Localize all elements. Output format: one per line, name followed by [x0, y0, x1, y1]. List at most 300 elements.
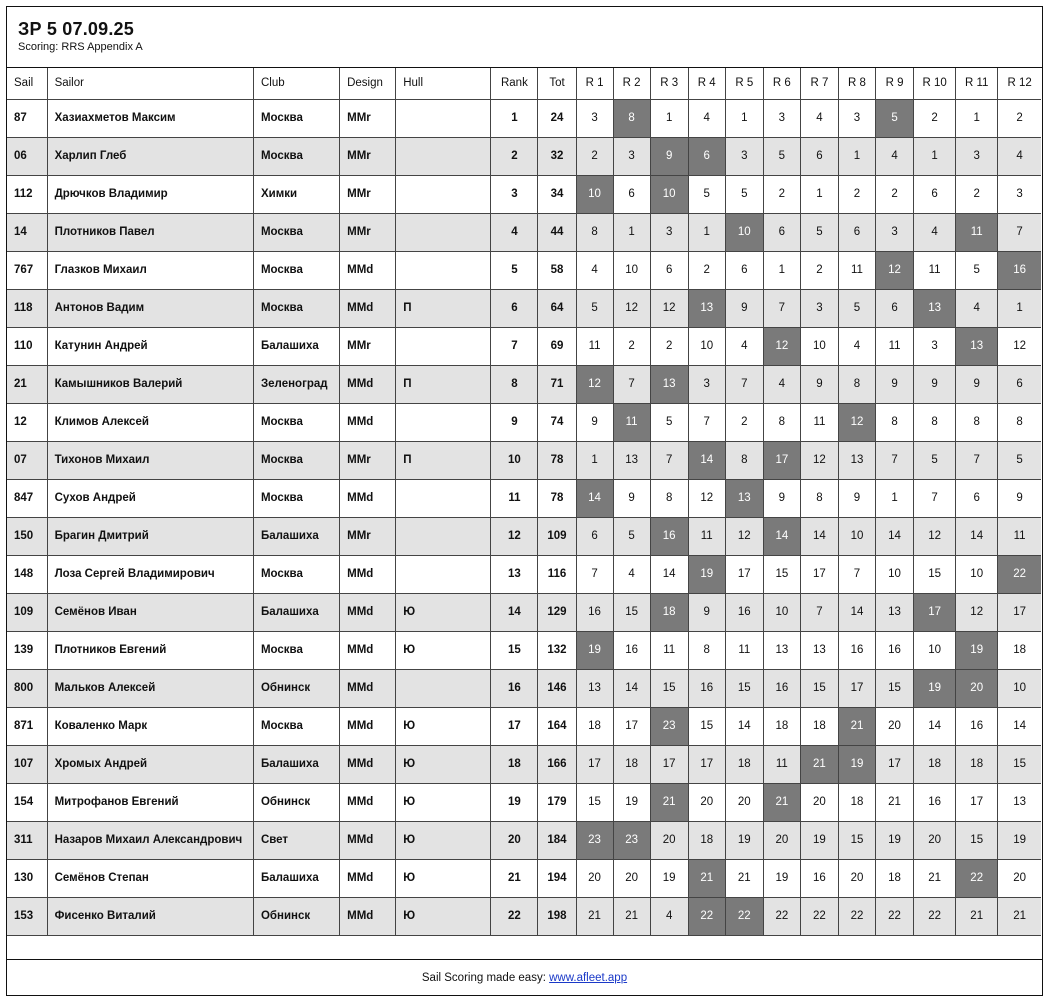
rank-cell: 8 — [491, 365, 538, 403]
race-score: 2 — [876, 175, 914, 213]
hull-cell — [396, 251, 491, 289]
race-score: 13 — [998, 783, 1041, 821]
race-score: 22 — [763, 897, 800, 935]
race-score: 6 — [763, 213, 800, 251]
rank-cell: 4 — [491, 213, 538, 251]
sail-cell: 87 — [7, 99, 47, 137]
race-score: 15 — [956, 821, 998, 859]
total-cell: 71 — [538, 365, 576, 403]
race-score: 11 — [650, 631, 688, 669]
sailor-cell: Семёнов Иван — [47, 593, 253, 631]
rank-cell: 20 — [491, 821, 538, 859]
rank-cell: 10 — [491, 441, 538, 479]
race-score: 9 — [688, 593, 725, 631]
results-table — [7, 68, 1041, 936]
sail-cell: 767 — [7, 251, 47, 289]
race-score: 16 — [613, 631, 650, 669]
race-score-discarded: 23 — [576, 821, 613, 859]
race-score: 22 — [838, 897, 875, 935]
total-cell: 32 — [538, 137, 576, 175]
results-sheet — [6, 6, 1043, 996]
race-score-discarded: 13 — [650, 365, 688, 403]
total-cell: 24 — [538, 99, 576, 137]
sail-cell: 847 — [7, 479, 47, 517]
results-body — [7, 99, 1041, 935]
design-cell: MMd — [340, 783, 396, 821]
race-score: 17 — [998, 593, 1041, 631]
sail-cell: 153 — [7, 897, 47, 935]
race-score: 2 — [613, 327, 650, 365]
race-score: 2 — [763, 175, 800, 213]
race-score: 19 — [876, 821, 914, 859]
race-score: 2 — [800, 251, 838, 289]
race-score: 6 — [876, 289, 914, 327]
race-score-discarded: 22 — [998, 555, 1041, 593]
table-row — [7, 327, 1041, 365]
sail-cell: 21 — [7, 365, 47, 403]
race-score: 15 — [725, 669, 763, 707]
club-cell: Балашиха — [253, 859, 339, 897]
race-score: 4 — [914, 213, 956, 251]
race-score-discarded: 21 — [688, 859, 725, 897]
sailor-cell: Брагин Дмитрий — [47, 517, 253, 555]
race-score: 1 — [763, 251, 800, 289]
race-score: 5 — [763, 137, 800, 175]
table-row — [7, 821, 1041, 859]
race-score: 5 — [998, 441, 1041, 479]
race-score-discarded: 19 — [838, 745, 875, 783]
design-cell: MMd — [340, 821, 396, 859]
column-header[interactable]: R 5 — [725, 68, 763, 99]
total-cell: 44 — [538, 213, 576, 251]
total-cell: 78 — [538, 479, 576, 517]
race-score: 16 — [800, 859, 838, 897]
column-header[interactable]: Hull — [396, 68, 491, 99]
race-score: 12 — [650, 289, 688, 327]
race-score: 11 — [763, 745, 800, 783]
race-score: 6 — [914, 175, 956, 213]
race-score: 20 — [800, 783, 838, 821]
race-score: 1 — [650, 99, 688, 137]
race-score: 21 — [956, 897, 998, 935]
race-score: 12 — [956, 593, 998, 631]
column-header[interactable]: R 2 — [613, 68, 650, 99]
race-score: 6 — [800, 137, 838, 175]
race-score: 5 — [650, 403, 688, 441]
design-cell: MMd — [340, 479, 396, 517]
race-score: 14 — [914, 707, 956, 745]
column-header[interactable]: R 12 — [998, 68, 1041, 99]
column-header[interactable]: R 8 — [838, 68, 875, 99]
race-score: 9 — [800, 365, 838, 403]
sail-cell: 871 — [7, 707, 47, 745]
race-score: 11 — [800, 403, 838, 441]
total-cell: 64 — [538, 289, 576, 327]
race-score-discarded: 23 — [650, 707, 688, 745]
race-score-discarded: 23 — [613, 821, 650, 859]
table-row — [7, 213, 1041, 251]
race-score: 4 — [688, 99, 725, 137]
sailor-cell: Мальков Алексей — [47, 669, 253, 707]
sail-cell: 107 — [7, 745, 47, 783]
design-cell: MMr — [340, 441, 396, 479]
race-score: 6 — [613, 175, 650, 213]
race-score: 2 — [998, 99, 1041, 137]
race-score-discarded: 14 — [763, 517, 800, 555]
rank-cell: 15 — [491, 631, 538, 669]
race-score: 14 — [800, 517, 838, 555]
sail-cell: 12 — [7, 403, 47, 441]
race-score: 20 — [763, 821, 800, 859]
race-score: 3 — [998, 175, 1041, 213]
club-cell: Москва — [253, 99, 339, 137]
hull-cell: Ю — [396, 593, 491, 631]
race-score-discarded: 17 — [763, 441, 800, 479]
column-header[interactable]: R 9 — [876, 68, 914, 99]
race-score: 17 — [956, 783, 998, 821]
race-score: 16 — [763, 669, 800, 707]
club-cell: Москва — [253, 555, 339, 593]
race-score-discarded: 10 — [725, 213, 763, 251]
race-score: 5 — [688, 175, 725, 213]
column-header[interactable]: Club — [253, 68, 339, 99]
total-cell: 184 — [538, 821, 576, 859]
race-score: 10 — [914, 631, 956, 669]
race-score: 17 — [688, 745, 725, 783]
sailor-cell: Лоза Сергей Владимирович — [47, 555, 253, 593]
race-score: 19 — [725, 821, 763, 859]
column-header[interactable]: Design — [340, 68, 396, 99]
sail-cell: 311 — [7, 821, 47, 859]
race-score: 21 — [576, 897, 613, 935]
race-score-discarded: 22 — [956, 859, 998, 897]
event-title: ЗР 5 07.09.25 — [18, 19, 134, 39]
design-cell: MMd — [340, 593, 396, 631]
race-score: 8 — [876, 403, 914, 441]
race-score: 9 — [763, 479, 800, 517]
rank-cell: 19 — [491, 783, 538, 821]
total-cell: 34 — [538, 175, 576, 213]
race-score: 15 — [613, 593, 650, 631]
race-score: 20 — [876, 707, 914, 745]
column-header[interactable]: R 6 — [763, 68, 800, 99]
race-score: 15 — [800, 669, 838, 707]
race-score: 5 — [956, 251, 998, 289]
race-score: 16 — [956, 707, 998, 745]
race-score-discarded: 19 — [576, 631, 613, 669]
race-score: 18 — [763, 707, 800, 745]
race-score: 7 — [725, 365, 763, 403]
sailor-cell: Семёнов Степан — [47, 859, 253, 897]
race-score: 21 — [613, 897, 650, 935]
race-score-discarded: 9 — [650, 137, 688, 175]
race-score: 13 — [576, 669, 613, 707]
sailor-cell: Катунин Андрей — [47, 327, 253, 365]
race-score: 9 — [998, 479, 1041, 517]
race-score: 4 — [576, 251, 613, 289]
race-score: 3 — [838, 99, 875, 137]
sailor-cell: Сухов Андрей — [47, 479, 253, 517]
table-row — [7, 783, 1041, 821]
race-score: 14 — [725, 707, 763, 745]
race-score: 3 — [576, 99, 613, 137]
table-row — [7, 897, 1041, 935]
table-row — [7, 593, 1041, 631]
club-cell: Балашиха — [253, 327, 339, 365]
race-score: 20 — [914, 821, 956, 859]
race-score-discarded: 20 — [956, 669, 998, 707]
table-row — [7, 137, 1041, 175]
club-cell: Обнинск — [253, 783, 339, 821]
race-score-discarded: 16 — [998, 251, 1041, 289]
race-score: 3 — [876, 213, 914, 251]
race-score-discarded: 22 — [688, 897, 725, 935]
rank-cell: 22 — [491, 897, 538, 935]
race-score: 17 — [838, 669, 875, 707]
race-score: 14 — [838, 593, 875, 631]
race-score: 6 — [650, 251, 688, 289]
race-score: 9 — [576, 403, 613, 441]
table-row — [7, 707, 1041, 745]
scoring-subtitle: Scoring: RRS Appendix A — [18, 41, 143, 53]
hull-cell: Ю — [396, 821, 491, 859]
race-score: 10 — [876, 555, 914, 593]
race-score: 8 — [998, 403, 1041, 441]
total-cell: 69 — [538, 327, 576, 365]
race-score: 13 — [763, 631, 800, 669]
race-score: 15 — [688, 707, 725, 745]
sail-cell: 109 — [7, 593, 47, 631]
sail-cell: 154 — [7, 783, 47, 821]
club-cell: Москва — [253, 403, 339, 441]
total-cell: 109 — [538, 517, 576, 555]
rank-cell: 13 — [491, 555, 538, 593]
race-score: 3 — [725, 137, 763, 175]
design-cell: MMd — [340, 555, 396, 593]
race-score: 10 — [763, 593, 800, 631]
hull-cell: Ю — [396, 631, 491, 669]
race-score-discarded: 21 — [650, 783, 688, 821]
race-score: 10 — [800, 327, 838, 365]
race-score: 4 — [998, 137, 1041, 175]
race-score: 4 — [838, 327, 875, 365]
sailor-cell: Харлип Глеб — [47, 137, 253, 175]
rank-cell: 7 — [491, 327, 538, 365]
race-score: 3 — [688, 365, 725, 403]
afleet-link[interactable]: www.afleet.app — [549, 972, 628, 984]
sail-cell: 06 — [7, 137, 47, 175]
hull-cell — [396, 517, 491, 555]
club-cell: Москва — [253, 707, 339, 745]
race-score: 8 — [763, 403, 800, 441]
race-score: 18 — [956, 745, 998, 783]
race-score: 11 — [998, 517, 1041, 555]
club-cell: Обнинск — [253, 897, 339, 935]
race-score: 22 — [876, 897, 914, 935]
column-header[interactable]: R 3 — [650, 68, 688, 99]
club-cell: Москва — [253, 479, 339, 517]
column-header[interactable]: R 4 — [688, 68, 725, 99]
race-score-discarded: 13 — [956, 327, 998, 365]
race-score: 1 — [998, 289, 1041, 327]
race-score: 8 — [800, 479, 838, 517]
race-score: 17 — [800, 555, 838, 593]
race-score: 3 — [613, 137, 650, 175]
hull-cell: Ю — [396, 897, 491, 935]
race-score-discarded: 8 — [613, 99, 650, 137]
race-score: 2 — [725, 403, 763, 441]
race-score: 18 — [998, 631, 1041, 669]
table-row — [7, 479, 1041, 517]
sailor-cell: Дрючков Владимир — [47, 175, 253, 213]
total-cell: 164 — [538, 707, 576, 745]
total-cell: 166 — [538, 745, 576, 783]
race-score: 15 — [650, 669, 688, 707]
race-score: 12 — [800, 441, 838, 479]
column-header[interactable]: R 11 — [956, 68, 998, 99]
race-score: 18 — [838, 783, 875, 821]
race-score: 7 — [763, 289, 800, 327]
race-score: 5 — [725, 175, 763, 213]
club-cell: Москва — [253, 441, 339, 479]
total-cell: 129 — [538, 593, 576, 631]
sailor-cell: Коваленко Марк — [47, 707, 253, 745]
column-header[interactable]: Rank — [491, 68, 538, 99]
race-score: 22 — [800, 897, 838, 935]
race-score: 3 — [763, 99, 800, 137]
race-score: 16 — [838, 631, 875, 669]
race-score: 15 — [914, 555, 956, 593]
design-cell: MMr — [340, 175, 396, 213]
sailor-cell: Митрофанов Евгений — [47, 783, 253, 821]
race-score: 18 — [914, 745, 956, 783]
sailor-cell: Фисенко Виталий — [47, 897, 253, 935]
club-cell: Москва — [253, 289, 339, 327]
race-score: 8 — [914, 403, 956, 441]
column-header[interactable]: R 1 — [576, 68, 613, 99]
race-score-discarded: 14 — [576, 479, 613, 517]
table-row — [7, 517, 1041, 555]
rank-cell: 12 — [491, 517, 538, 555]
race-score: 16 — [725, 593, 763, 631]
total-cell: 116 — [538, 555, 576, 593]
rank-cell: 3 — [491, 175, 538, 213]
sail-cell: 14 — [7, 213, 47, 251]
race-score: 5 — [800, 213, 838, 251]
race-score: 4 — [763, 365, 800, 403]
race-score: 11 — [914, 251, 956, 289]
hull-cell: Ю — [396, 745, 491, 783]
rank-cell: 2 — [491, 137, 538, 175]
race-score: 4 — [725, 327, 763, 365]
rank-cell: 14 — [491, 593, 538, 631]
race-score: 1 — [576, 441, 613, 479]
race-score: 5 — [914, 441, 956, 479]
table-row — [7, 669, 1041, 707]
race-score: 12 — [914, 517, 956, 555]
sailor-cell: Антонов Вадим — [47, 289, 253, 327]
race-score-discarded: 12 — [838, 403, 875, 441]
race-score: 5 — [576, 289, 613, 327]
hull-cell: П — [396, 441, 491, 479]
race-score: 21 — [876, 783, 914, 821]
column-header[interactable]: Sailor — [47, 68, 253, 99]
design-cell: MMd — [340, 289, 396, 327]
race-score: 18 — [800, 707, 838, 745]
race-score: 1 — [838, 137, 875, 175]
race-score-discarded: 11 — [956, 213, 998, 251]
sail-cell: 150 — [7, 517, 47, 555]
race-score: 14 — [956, 517, 998, 555]
race-score: 1 — [688, 213, 725, 251]
total-cell: 198 — [538, 897, 576, 935]
sailor-cell: Хазиахметов Максим — [47, 99, 253, 137]
club-cell: Москва — [253, 631, 339, 669]
race-score: 4 — [613, 555, 650, 593]
column-header[interactable]: R 10 — [914, 68, 956, 99]
race-score: 9 — [956, 365, 998, 403]
column-header[interactable]: Sail — [7, 68, 47, 99]
race-score: 14 — [998, 707, 1041, 745]
race-score: 20 — [998, 859, 1041, 897]
hull-cell — [396, 479, 491, 517]
sheet-header — [7, 7, 1042, 68]
race-score: 10 — [998, 669, 1041, 707]
race-score: 20 — [650, 821, 688, 859]
race-score: 11 — [725, 631, 763, 669]
total-cell: 58 — [538, 251, 576, 289]
race-score: 4 — [956, 289, 998, 327]
race-score: 17 — [650, 745, 688, 783]
race-score: 7 — [956, 441, 998, 479]
race-score: 9 — [914, 365, 956, 403]
race-score: 4 — [876, 137, 914, 175]
design-cell: MMd — [340, 859, 396, 897]
table-row — [7, 745, 1041, 783]
club-cell: Москва — [253, 213, 339, 251]
sailor-cell: Тихонов Михаил — [47, 441, 253, 479]
sailor-cell: Хромых Андрей — [47, 745, 253, 783]
race-score: 9 — [725, 289, 763, 327]
race-score: 16 — [876, 631, 914, 669]
race-score: 13 — [800, 631, 838, 669]
race-score: 17 — [613, 707, 650, 745]
race-score: 11 — [576, 327, 613, 365]
race-score: 4 — [650, 897, 688, 935]
race-score-discarded: 10 — [650, 175, 688, 213]
race-score: 5 — [613, 517, 650, 555]
column-header[interactable]: Tot — [538, 68, 576, 99]
race-score: 3 — [914, 327, 956, 365]
rank-cell: 18 — [491, 745, 538, 783]
sail-cell: 118 — [7, 289, 47, 327]
hull-cell — [396, 403, 491, 441]
race-score: 20 — [576, 859, 613, 897]
hull-cell: П — [396, 289, 491, 327]
race-score-discarded: 14 — [688, 441, 725, 479]
race-score-discarded: 21 — [800, 745, 838, 783]
club-cell: Москва — [253, 137, 339, 175]
race-score: 19 — [650, 859, 688, 897]
race-score: 1 — [914, 137, 956, 175]
race-score: 2 — [650, 327, 688, 365]
club-cell: Химки — [253, 175, 339, 213]
column-header[interactable]: R 7 — [800, 68, 838, 99]
race-score: 7 — [876, 441, 914, 479]
design-cell: MMd — [340, 897, 396, 935]
total-cell: 146 — [538, 669, 576, 707]
race-score: 8 — [725, 441, 763, 479]
